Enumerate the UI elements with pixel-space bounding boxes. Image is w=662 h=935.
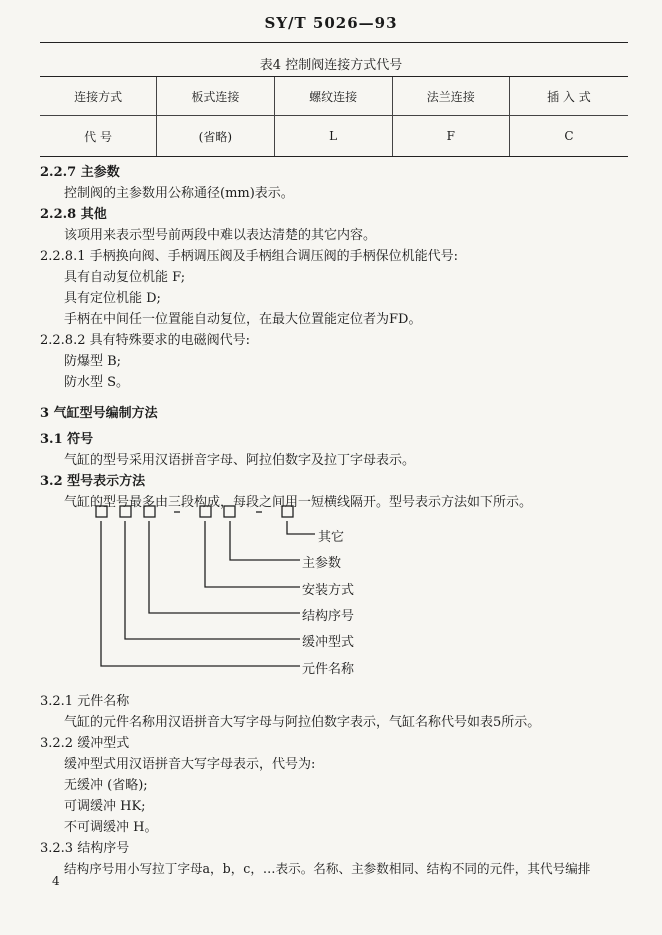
body-text: 具有自动复位机能 F; xyxy=(64,270,186,285)
body-text: 气缸的型号采用汉语拼音字母、阿拉伯数字及拉丁字母表示。 xyxy=(64,453,416,468)
table4 xyxy=(40,76,628,157)
table4-header-cell: 法兰连接 xyxy=(392,77,509,116)
leader-line xyxy=(287,521,315,534)
header-rule xyxy=(40,42,628,43)
body-text: 气缸的元件名称用汉语拼音大写字母与阿拉伯数字表示，气缸名称代号如表5所示。 xyxy=(64,715,541,730)
body-text: 防水型 S。 xyxy=(64,375,130,390)
table4-header-cell: 插 入 式 xyxy=(509,77,628,116)
table4-header-cell: 连接方式 xyxy=(40,77,157,116)
table4-cell: (省略) xyxy=(157,116,274,157)
body-text: 不可调缓冲 H。 xyxy=(64,820,158,835)
body-text: 无缓冲 (省略); xyxy=(64,778,148,793)
diagram-label-element-name: 元件名称 xyxy=(302,662,355,677)
code-box xyxy=(224,506,235,517)
body-text: 缓冲型式用汉语拼音大写字母表示，代号为: xyxy=(64,757,316,772)
subsection-heading: 2.2.8.2 具有特殊要求的电磁阀代号: xyxy=(40,333,250,348)
leader-line xyxy=(149,521,300,613)
diagram-label-cushion: 缓冲型式 xyxy=(302,635,355,650)
table4-header-cell: 板式连接 xyxy=(157,77,274,116)
table4-header-row xyxy=(40,77,628,116)
leader-line xyxy=(230,521,300,560)
code-box xyxy=(144,506,155,517)
body-text: 具有定位机能 D; xyxy=(64,291,161,306)
body-text: 可调缓冲 HK; xyxy=(64,799,146,814)
section-heading: 2.2.8 其他 xyxy=(40,207,107,222)
leader-line xyxy=(101,521,300,666)
body-text: 控制阀的主参数用公称通径(mm)表示。 xyxy=(64,186,294,201)
diagram-label-main-parameter: 主参数 xyxy=(302,556,342,571)
code-box xyxy=(282,506,293,517)
section-heading: 2.2.7 主参数 xyxy=(40,165,120,180)
table4-row xyxy=(40,116,628,157)
diagram-label-mounting: 安装方式 xyxy=(302,583,355,598)
table4-caption: 表4 控制阀连接方式代号 xyxy=(259,58,403,73)
body-text: 气缸的型号最多由三段构成，每段之间用一短横线隔开。型号表示方法如下所示。 xyxy=(64,495,533,510)
section-heading: 3.2 型号表示方法 xyxy=(40,474,146,489)
leader-line xyxy=(125,521,300,639)
body-text: 结构序号用小写拉丁字母a，b，c，…表示。名称、主参数相同、结构不同的元件，其代号编排 xyxy=(64,861,591,876)
diagram-label-structure: 结构序号 xyxy=(302,609,355,624)
section-heading: 3.1 符号 xyxy=(40,432,94,447)
page-number: 4 xyxy=(52,874,60,888)
body-text: 防爆型 B; xyxy=(64,354,122,369)
chapter-heading: 3 气缸型号编制方法 xyxy=(40,406,158,421)
table4-cell: L xyxy=(274,116,392,157)
leader-line xyxy=(205,521,300,587)
table4-header-cell: 螺纹连接 xyxy=(274,77,392,116)
subsection-heading: 3.2.2 缓冲型式 xyxy=(40,736,130,751)
body-text: 手柄在中间任一位置能自动复位，在最大位置能定位者为FD。 xyxy=(64,312,422,327)
code-box xyxy=(200,506,211,517)
subsection-heading: 3.2.1 元件名称 xyxy=(40,694,130,709)
model-code-diagram xyxy=(60,494,460,674)
code-box xyxy=(96,506,107,517)
table4-cell: 代 号 xyxy=(40,116,157,157)
diagram-label-other: 其它 xyxy=(318,530,345,545)
subsection-heading: 3.2.3 结构序号 xyxy=(40,841,130,856)
code-box xyxy=(120,506,131,517)
table4-cell: C xyxy=(509,116,628,157)
body-text: 该项用来表示型号前两段中难以表达清楚的其它内容。 xyxy=(64,228,377,243)
standard-code-header: SY/T 5026—93 xyxy=(264,14,398,32)
subsection-heading: 2.2.8.1 手柄换向阀、手柄调压阀及手柄组合调压阀的手柄保位机能代号: xyxy=(40,249,458,264)
table4-cell: F xyxy=(392,116,509,157)
